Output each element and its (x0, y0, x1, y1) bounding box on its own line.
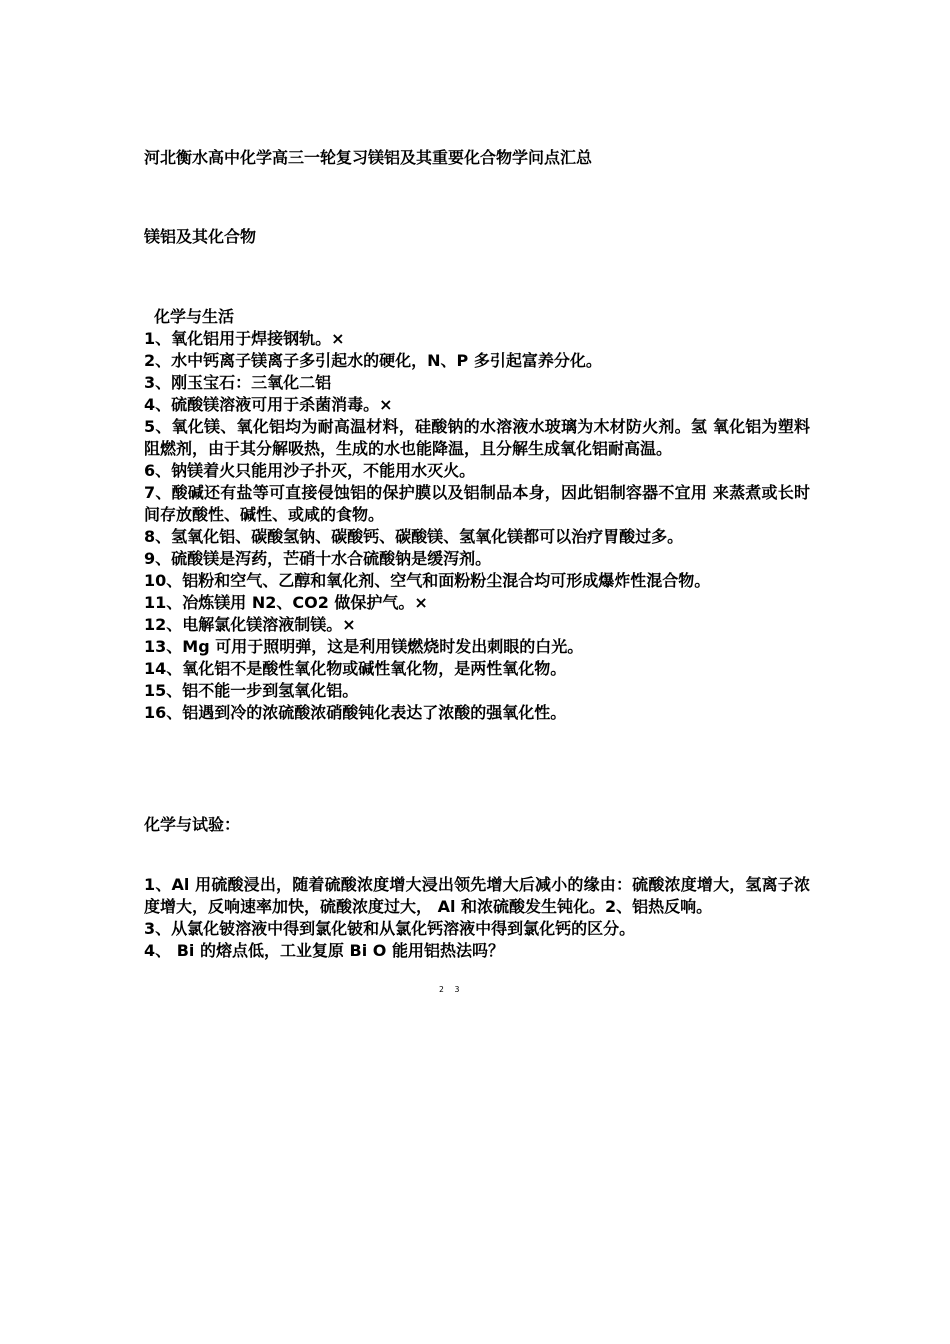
list-item: 9、硫酸镁是泻药，芒硝十水合硫酸钠是缓泻剂。 (144, 549, 492, 568)
subscript-note: 2 3 (439, 985, 463, 994)
list-item: 14、氧化铝不是酸性氧化物或碱性氧化物，是两性氧化物。 (144, 659, 567, 678)
list-item: 3、刚玉宝石：三氧化二铝 (144, 373, 332, 392)
list-item: 4、 Bi 的熔点低，工业复原 Bi O 能用铝热法吗？ (144, 941, 504, 960)
experiment-section (144, 874, 810, 962)
document-title: 河北衡水高中化学高三一轮复习镁铝及其重要化合物学问点汇总 (144, 148, 593, 167)
list-item: 8、氢氧化铝、碳酸氢钠、碳酸钙、碳酸镁、氢氧化镁都可以治疗胃酸过多。 (144, 527, 684, 546)
list-item: 1、Al 用硫酸浸出，随着硫酸浓度增大浸出领先增大后减小的缘由：硫酸浓度增大，氢离子浓度增大，反响速率加快，硫酸浓度过大， Al 和浓硫酸发生钝化。2、铝热反响。 (144, 875, 810, 916)
list-item: 2、水中钙离子镁离子多引起水的硬化，N、P 多引起富养分化。 (144, 351, 602, 370)
list-item: 5、氧化镁、氧化铝均为耐高温材料，硅酸钠的水溶液水玻璃为木材防火剂。氢 氧化铝为塑料阻燃剂，由于其分解吸热，生成的水也能降温，且分解生成氧化铝耐高温。 (144, 417, 810, 458)
list-item: 4、硫酸镁溶液可用于杀菌消毒。× (144, 395, 393, 414)
list-item: 7、酸碱还有盐等可直接侵蚀铝的保护膜以及铝制品本身，因此铝制容器不宜用 来蒸煮或长时间存放酸性、碱性、或咸的食物。 (144, 483, 810, 524)
list-item: 6、钠镁着火只能用沙子扑灭，不能用水灭火。 (144, 461, 476, 480)
list-item: 1、氧化铝用于焊接钢轨。× (144, 329, 345, 348)
experiment-section-heading: 化学与试验： (144, 815, 241, 834)
document-subtitle: 镁铝及其化合物 (144, 227, 257, 246)
list-item: 11、冶炼镁用 N2、CO2 做保护气。× (144, 593, 428, 612)
list-item: 3、从氯化铍溶液中得到氯化铍和从氯化钙溶液中得到氯化钙的区分。 (144, 919, 636, 938)
list-item: 12、电解氯化镁溶液制镁。× (144, 615, 356, 634)
list-item: 13、Mg 可用于照明弹，这是利用镁燃烧时发出刺眼的白光。 (144, 637, 584, 656)
life-section-heading: 化学与生活 (154, 307, 235, 326)
life-section (144, 306, 810, 724)
list-item: 15、铝不能一步到氢氧化铝。 (144, 681, 359, 700)
list-item: 16、铝遇到冷的浓硫酸浓硝酸钝化表达了浓酸的强氧化性。 (144, 703, 567, 722)
list-item: 10、铝粉和空气、乙醇和氧化剂、空气和面粉粉尘混合均可形成爆炸性混合物。 (144, 571, 711, 590)
